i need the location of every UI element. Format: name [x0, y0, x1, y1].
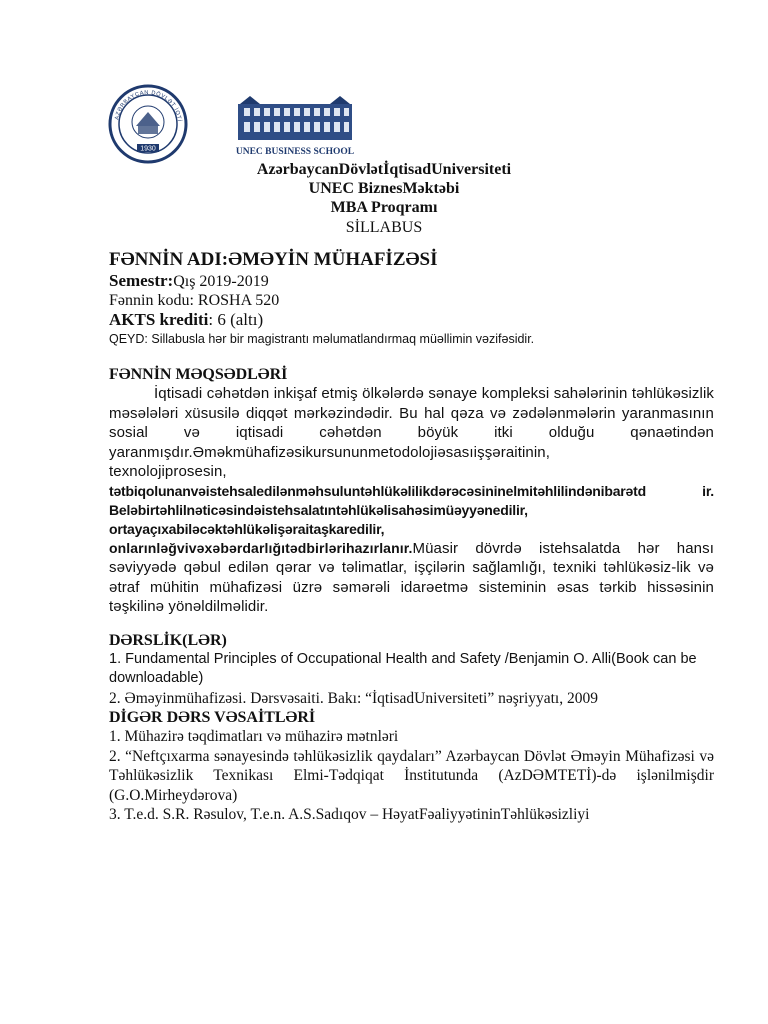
course-code-value: ROSHA 520	[197, 292, 280, 309]
svg-text:AZƏRBAYCAN DÖVLƏT İQTİSAD UNİV: AZƏRBAYCAN DÖVLƏT İQTİ	[114, 89, 182, 123]
objectives-paragraph-4	[109, 539, 714, 617]
svg-text:1930: 1930	[140, 145, 156, 153]
textbook-item-2: 2. Əməyinmühafizəsi. Dərsvəsaiti. Bakı: “İqtisadUniversiteti” nəşriyyatı, 2009	[109, 689, 598, 707]
ects-credit	[109, 310, 714, 329]
semester-label: Semestr:	[109, 271, 174, 290]
syllabus-body	[109, 250, 714, 825]
business-school-building-logo	[230, 92, 360, 158]
university-title: AzərbaycanDövlətİqtisadUniversiteti	[256, 161, 512, 178]
note: QEYD: Sillabusla hər bir magistrantı məlumatlandırmaq müəllimin vəzifəsidir.	[109, 332, 535, 346]
textbooks-heading: DƏRSLİK(LƏR)	[109, 631, 227, 649]
ects-credit-value: : 6 (altı)	[208, 310, 264, 329]
objectives-paragraph-4-bold: onlarınləğvivəxəbərdarlığıtədbirlərihazırlanır.	[109, 539, 413, 556]
course-name-value: ƏMƏYİN MÜHAFİZƏSİ	[228, 249, 438, 270]
other-material-item-1: 1. Mühazirə təqdimatları və mühazirə mətnləri	[109, 728, 399, 745]
logos	[108, 84, 368, 168]
semester	[109, 271, 714, 291]
course-name	[109, 250, 714, 269]
objectives-paragraph-3: tətbiqolunanvəistehsaledilənməhsuluntəhlükəlilikdərəcəsininelmitəhlilindənibarətd ir. Beləbirtəhlilnəticəsindəistehsalatıntəhlükəlisahəsimüəyyənedilir, ortayaçıxabiləcəktəhlükəlişəraitaşkaredilir,	[109, 482, 714, 537]
document-type: SİLLABUS	[345, 219, 423, 236]
objectives-paragraph-2: texnolojiprosesin,	[109, 463, 227, 480]
objectives-paragraph-1: İqtisadi cəhətdən inkişaf etmiş ölkələrdə sənaye kompleksi sahələrinin təhlükəsizlik məsələləri xüsusilə diqqət mərkəzindədir. Bu hal qəza və zədələnmələrin yaranmasının sosial və iqtisadi cəhətdən böyük itki olduğu qənaətindən yaranmışdır.Əməkmühafizəsikursununmetodolojiəsasıişşəraitinin,	[109, 385, 714, 461]
course-code	[109, 291, 714, 310]
program-title: MBA Proqramı	[330, 199, 438, 216]
objectives-paragraph-4-rest: Müasir dövrdə istehsalatda hər hansı səviyyədə qəbul edilən qərar və təlimatlar, işçilərin sağlamlığı, texniki təhlükəsiz-lik və ətraf mühitin mühafizəsi üzrə səmərəli idarəetmə sisteminin əsas tərkib hissəsinin təşkilinə yönəldilməlidir.	[109, 539, 714, 615]
semester-value: Qış 2019-2019	[173, 273, 269, 290]
other-material-item-3: 3. T.e.d. S.R. Rəsulov, T.e.n. A.S.Sadıqov – HəyatFəaliyyətininTəhlükəsizliyi	[109, 806, 590, 823]
svg-text:UNEC BUSINESS SCHOOL: UNEC BUSINESS SCHOOL	[235, 147, 355, 157]
objectives-heading: FƏNNİN MƏQSƏDLƏRİ	[109, 366, 288, 383]
school-title: UNEC BiznesMəktəbi	[308, 180, 460, 197]
course-name-label: FƏNNİN ADI	[109, 249, 222, 270]
ects-credit-label: AKTS krediti	[109, 310, 209, 329]
other-materials-heading: DİGƏR DƏRS VƏSAİTLƏRİ	[109, 709, 316, 726]
course-code-label: Fənnin kodu:	[109, 292, 198, 309]
textbook-item-1: 1. Fundamental Principles of Occupational Health and Safety /Benjamin O. Alli(Book can be downloadable)	[109, 650, 697, 686]
course-name-separator: :	[221, 249, 229, 270]
other-material-item-2: 2. “Neftçıxarma sənayesində təhlükəsizlik qaydaları” Azərbaycan Dövlət Əməyin Mühafizəsi və Təhlükəsizlik Texnikası Elmi-Tədqiqat İnstitutunda (AzDƏMTETİ)-də işlənilmişdir (G.O.Mirheydərova)	[109, 747, 714, 804]
